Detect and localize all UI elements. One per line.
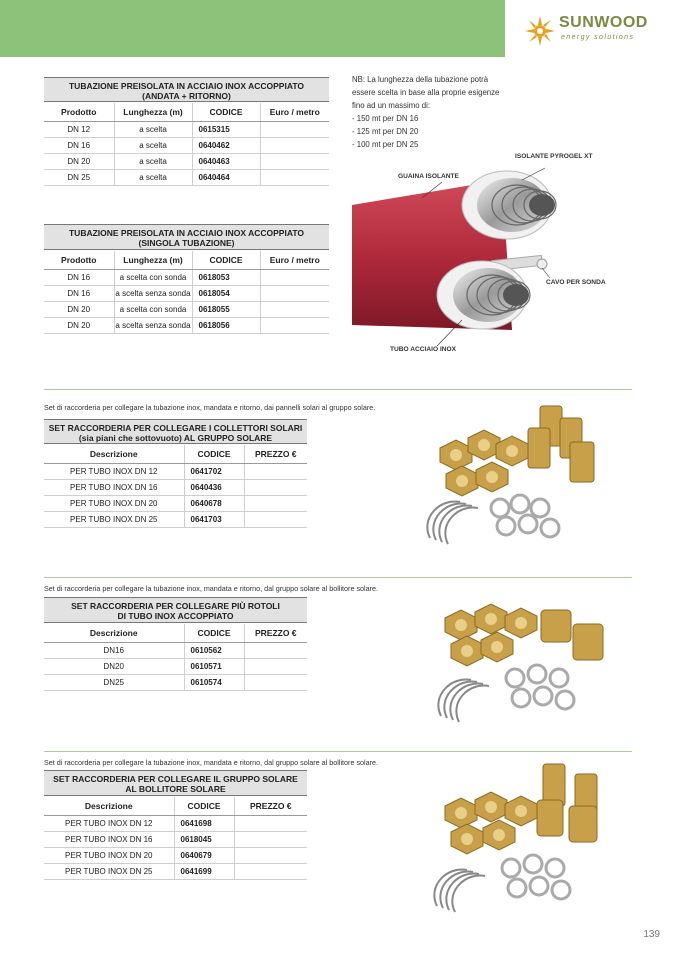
table-cell: PER TUBO INOX DN 25 [44, 864, 174, 880]
table2-header: Euro / metro [260, 251, 329, 270]
note-line: - 100 mt per DN 25 [352, 140, 419, 149]
table-cell [260, 286, 329, 302]
table-cell: DN 16 [44, 138, 114, 154]
section3-header: CODICE [174, 797, 234, 816]
table-cell: 0618055 [192, 302, 260, 318]
table-cell [234, 864, 307, 880]
table-row [44, 318, 329, 334]
table-row [44, 643, 307, 659]
section-separator [44, 577, 632, 578]
table-cell: DN 16 [44, 270, 114, 286]
table-cell: a scelta [114, 138, 192, 154]
table-row [44, 864, 307, 880]
label-cavo: CAVO PER SONDA [546, 279, 606, 286]
table-cell [244, 659, 307, 675]
table-row [44, 480, 307, 496]
section3-title-line2: AL BOLLITORE SOLARE [125, 784, 226, 794]
table-cell [260, 122, 329, 138]
table-cell: DN25 [44, 675, 184, 691]
section2-header: PREZZO € [244, 624, 307, 643]
section1-caption: Set di raccorderia per collegare la tubazione inox, mandata e ritorno, dai pannelli solari al gruppo solare. [44, 403, 376, 412]
table-row [44, 848, 307, 864]
table-cell: 0641702 [184, 464, 244, 480]
section2-table [44, 624, 307, 691]
note-line: NB: La lunghezza della tubazione potrà [352, 75, 489, 84]
section2-header: Descrizione [44, 624, 184, 643]
table2-header-row [44, 251, 329, 270]
section1-title [44, 419, 307, 444]
table2-title [44, 224, 329, 250]
table2-title-line2: (SINGOLA TUBAZIONE) [138, 238, 235, 248]
table-cell: a scelta con sonda [114, 302, 192, 318]
table-row [44, 122, 329, 138]
section3-header: PREZZO € [234, 797, 307, 816]
table-cell [244, 464, 307, 480]
section2-header: CODICE [184, 624, 244, 643]
table-cell: 0640436 [184, 480, 244, 496]
table-cell: a scelta senza sonda [114, 318, 192, 334]
section3-caption: Set di raccorderia per collegare la tubazione inox, mandata e ritorno, dal gruppo solare al bollitore solare. [44, 758, 379, 767]
section1-header: PREZZO € [244, 445, 307, 464]
table-cell: 0640463 [192, 154, 260, 170]
length-note [352, 73, 522, 151]
table-cell: PER TUBO INOX DN 25 [44, 512, 184, 528]
table-row [44, 816, 307, 832]
table1-title [44, 77, 329, 102]
label-guaina: GUAINA ISOLANTE [398, 173, 459, 180]
note-line: essere scelta in base alla proprie esigenze [352, 88, 500, 97]
table-cell: 0615315 [192, 122, 260, 138]
table1-header: Euro / metro [260, 103, 329, 122]
section-separator [44, 751, 632, 752]
table-cell: DN 16 [44, 286, 114, 302]
label-isolante: ISOLANTE PYROGEL XT [515, 153, 593, 160]
table-cell: 0640464 [192, 170, 260, 186]
table1-title-line2: (ANDATA + RITORNO) [142, 91, 231, 101]
table-cell: PER TUBO INOX DN 12 [44, 816, 174, 832]
table-cell [234, 848, 307, 864]
section3-table [44, 797, 307, 880]
table-cell: PER TUBO INOX DN 16 [44, 480, 184, 496]
table-cell: 0618053 [192, 270, 260, 286]
label-tubo: TUBO ACCIAIO INOX [390, 346, 457, 353]
fittings-photo-3 [425, 760, 615, 920]
table-cell: DN 20 [44, 318, 114, 334]
table-row [44, 286, 329, 302]
table-cell: PER TUBO INOX DN 12 [44, 464, 184, 480]
table2-header: Prodotto [44, 251, 114, 270]
section3-title [44, 770, 307, 796]
table-cell: 0618054 [192, 286, 260, 302]
table-cell: 0641699 [174, 864, 234, 880]
brand-tagline: energy solutions [561, 34, 635, 41]
table-row [44, 832, 307, 848]
section3-title-line1: SET RACCORDERIA PER COLLEGARE IL GRUPPO SOLARE [53, 774, 298, 784]
section1-header-row [44, 445, 307, 464]
table-cell: 0641698 [174, 816, 234, 832]
table-row [44, 138, 329, 154]
table-cell [260, 154, 329, 170]
section2-header-row [44, 624, 307, 643]
table-row [44, 464, 307, 480]
header-green-bar [0, 0, 505, 57]
table-cell: 0618045 [174, 832, 234, 848]
section1-table [44, 445, 307, 528]
section2-title-line1: SET RACCORDERIA PER COLLEGARE PIÙ ROTOLI [71, 601, 280, 611]
note-line: - 150 mt per DN 16 [352, 114, 419, 123]
brand-logo [525, 14, 665, 50]
table-cell [244, 643, 307, 659]
table-cell: a scelta senza sonda [114, 286, 192, 302]
table1-header-row [44, 103, 329, 122]
table-cell [244, 512, 307, 528]
fittings-photo-1 [420, 398, 610, 558]
section1-title-line2: (sia piani che sottovuoto) AL GRUPPO SOLARE [78, 433, 273, 443]
table-cell: DN 25 [44, 170, 114, 186]
table-cell [260, 302, 329, 318]
table-cell: a scelta [114, 154, 192, 170]
table-cell: DN 12 [44, 122, 114, 138]
table-cell [244, 480, 307, 496]
section3-header: Descrizione [44, 797, 174, 816]
table-cell [260, 138, 329, 154]
table-row [44, 170, 329, 186]
table-cell: PER TUBO INOX DN 20 [44, 848, 174, 864]
table-cell: 0640679 [174, 848, 234, 864]
table-cell: 0640462 [192, 138, 260, 154]
table-cell: DN20 [44, 659, 184, 675]
table-cell: 0640678 [184, 496, 244, 512]
table-cell: a scelta con sonda [114, 270, 192, 286]
table-cell: 0610574 [184, 675, 244, 691]
table-row [44, 270, 329, 286]
table-cell [260, 170, 329, 186]
note-line: fino ad un massimo di: [352, 101, 431, 110]
table1-header: CODICE [192, 103, 260, 122]
table-row [44, 154, 329, 170]
table1-header: Prodotto [44, 103, 114, 122]
table1 [44, 103, 329, 186]
table-row [44, 302, 329, 318]
table-row [44, 512, 307, 528]
section2-title-line2: DI TUBO INOX ACCOPPIATO [117, 611, 234, 621]
table-cell: DN 20 [44, 154, 114, 170]
table2-header: Lunghezza (m) [114, 251, 192, 270]
table-cell: PER TUBO INOX DN 16 [44, 832, 174, 848]
table1-header: Lunghezza (m) [114, 103, 192, 122]
section2-caption: Set di raccorderia per collegare la tubazione inox, mandata e ritorno, dal gruppo solare al bollitore solare. [44, 584, 379, 593]
table-cell [234, 816, 307, 832]
table-cell [260, 318, 329, 334]
table-row [44, 659, 307, 675]
table-cell [234, 832, 307, 848]
sun-icon [525, 16, 555, 46]
section3-header-row [44, 797, 307, 816]
section-separator [44, 389, 632, 390]
table-cell: 0618056 [192, 318, 260, 334]
section1-header: CODICE [184, 445, 244, 464]
table-cell: PER TUBO INOX DN 20 [44, 496, 184, 512]
table1-title-line1: TUBAZIONE PREISOLATA IN ACCIAIO INOX ACCOPPIATO [68, 81, 305, 91]
table-cell [244, 496, 307, 512]
table-cell [244, 675, 307, 691]
table-cell: DN16 [44, 643, 184, 659]
preinsulated-pipe-illustration [352, 160, 612, 360]
table-cell: 0610571 [184, 659, 244, 675]
brand-name: SUNWOOD [559, 14, 648, 31]
page-number: 139 [643, 929, 660, 940]
table2-header: CODICE [192, 251, 260, 270]
table-cell: DN 20 [44, 302, 114, 318]
table2-title-line1: TUBAZIONE PREISOLATA IN ACCIAIO INOX ACCOPPIATO [68, 228, 305, 238]
table-cell: a scelta [114, 170, 192, 186]
section1-header: Descrizione [44, 445, 184, 464]
table-cell: 0610562 [184, 643, 244, 659]
section1-title-line1: SET RACCORDERIA PER COLLEGARE I COLLETTORI SOLARI [48, 423, 303, 433]
table-cell: a scelta [114, 122, 192, 138]
table-cell: 0641703 [184, 512, 244, 528]
table2 [44, 251, 329, 334]
fittings-photo-2 [425, 598, 615, 728]
note-line: - 125 mt per DN 20 [352, 127, 419, 136]
table-cell [260, 270, 329, 286]
table-row [44, 675, 307, 691]
section2-title [44, 597, 307, 623]
table-row [44, 496, 307, 512]
